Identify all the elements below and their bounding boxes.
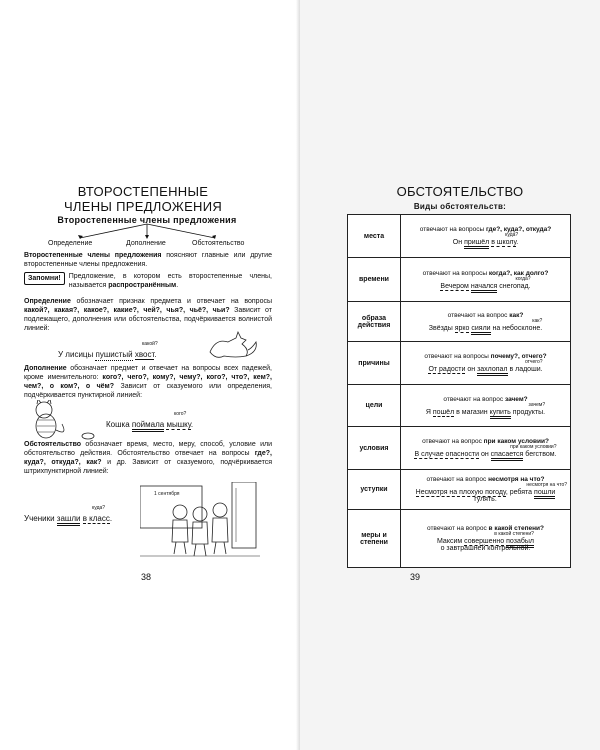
table-row (348, 385, 571, 427)
adverbial-types-table (347, 214, 571, 568)
row-content (401, 427, 571, 470)
table-row (348, 342, 571, 385)
row-example: при каком условии? В случае опасности он спасается бегством. (414, 451, 556, 458)
remember-block: Запомни! Предложение, в котором есть второстепенные члены, называется распространённым. (24, 272, 272, 290)
example-question: как? (532, 317, 543, 324)
diagram-arrows (40, 222, 254, 242)
row-example: как? Звёзды ярко сияли на небосклоне. (429, 325, 542, 332)
diagram-root: Второстепенные члены предложения (57, 215, 237, 225)
definition-example: У лисицы пушистый хвост. какой? (58, 341, 158, 359)
row-question: отвечают на вопрос несмотря на что? (426, 476, 545, 483)
row-content (401, 258, 571, 302)
right-page-subtitle: Виды обстоятельств: (413, 202, 507, 211)
row-question: отвечают на вопрос при каком условии? (422, 438, 549, 445)
school-picture (140, 482, 260, 558)
page-number-right: 39 (410, 572, 421, 582)
example-question: куда? (505, 232, 519, 238)
example-question: когда? (515, 275, 531, 282)
row-label: места (348, 215, 401, 258)
row-question: отвечают на вопрос в какой степени? (426, 525, 545, 532)
row-content (401, 342, 571, 385)
right-page-title: ОБСТОЯТЕЛЬСТВО (396, 184, 524, 199)
row-content (401, 302, 571, 342)
example-question: при каком условии? (510, 444, 557, 450)
row-label: причины (348, 342, 401, 385)
row-label: условия (348, 427, 401, 470)
row-content (401, 470, 571, 510)
board-text: 1 сентября (154, 491, 180, 497)
example-question: в какой степени? (494, 531, 534, 537)
row-example: отчего? От радости он захлопал в ладоши. (428, 366, 542, 373)
row-example: куда? Он пришёл в школу. (453, 239, 518, 246)
object-paragraph: Дополнение обозначает предмет и отвечает на вопросы всех падежей, кроме именительного: кого?, чего?, кому?, чему?, кого?, что?, кем?, чем?, о ком?, о чём? Зависит от сказуемого или определения, подчёркивается пунктирной линией: (24, 365, 272, 399)
example-question: несмотря на что? (526, 482, 567, 488)
row-content (401, 385, 571, 427)
row-example: зачем? Я пошёл в магазин купить продукты. (426, 409, 545, 416)
row-label: времени (348, 258, 401, 302)
adverbial-paragraph: Обстоятельство обозначает время, место, меру, способ, условие или обстоятельство действия. Обстоятельство отвечает на вопросы где?, куда?, откуда?, как? и др. Зависит от сказуемого, подчёркивается штрихпунктирной линией: (24, 441, 272, 475)
row-question: отвечают на вопросы когда?, как долго? (422, 269, 549, 277)
row-content (401, 215, 571, 258)
object-example: Кошка поймала мышку. кого? (106, 420, 193, 429)
page-number-left: 38 (141, 572, 152, 582)
fox-picture (206, 330, 260, 360)
row-label: меры и степени (348, 510, 401, 568)
row-question: отвечают на вопросы почему?, отчего? (424, 353, 547, 360)
row-label: цели (348, 385, 401, 427)
right-page (300, 0, 600, 750)
branch-adverbial: Обстоятельство (192, 240, 245, 247)
table-row (348, 427, 571, 470)
adverbial-example: Ученики зашли в класс. куда? (24, 514, 112, 523)
remember-label: Запомни! (24, 272, 65, 285)
branch-definition: Определение (48, 240, 93, 247)
table-row (348, 470, 571, 510)
row-example: в какой степени? Максим совершенно позабыл о завтрашней контрольной. (437, 531, 534, 552)
row-label: уступки (348, 470, 401, 510)
intro-paragraph: Второстепенные члены предложения поясняют главные или другие второстепенные члены предложения. (24, 252, 272, 268)
definition-paragraph: Определение обозначает признак предмета и отвечает на вопросы какой?, какая?, какое?, какие?, чей?, чья?, чьё?, чьи? Зависит от подлежащего, дополнения или обстоятельства, подчёркивается волнистой линией: (24, 298, 273, 332)
branch-object: Дополнение (126, 240, 166, 247)
row-label: образа действия (348, 302, 401, 342)
example-question: зачем? (528, 401, 546, 408)
table-row (348, 510, 571, 568)
table-row (348, 258, 571, 302)
cat-picture (28, 400, 98, 442)
table-row (348, 215, 571, 258)
row-question: отвечают на вопросы где?, куда?, откуда? (419, 226, 552, 233)
row-example: несмотря на что? Несмотря на плохую погоду, ребята пошли гулять. (415, 482, 567, 503)
row-example: когда? Вечером начался снегопад. (440, 283, 530, 290)
example-continuation: о завтрашней контрольной. (440, 545, 531, 552)
row-content (401, 510, 571, 568)
row-question: отвечают на вопрос зачем? (443, 395, 528, 403)
example-question: отчего? (524, 359, 543, 365)
left-page-title: ВТОРОСТЕПЕННЫЕ ЧЛЕНЫ ПРЕДЛОЖЕНИЯ (63, 184, 223, 214)
row-question: отвечают на вопрос как? (447, 311, 524, 319)
table-row (348, 302, 571, 342)
